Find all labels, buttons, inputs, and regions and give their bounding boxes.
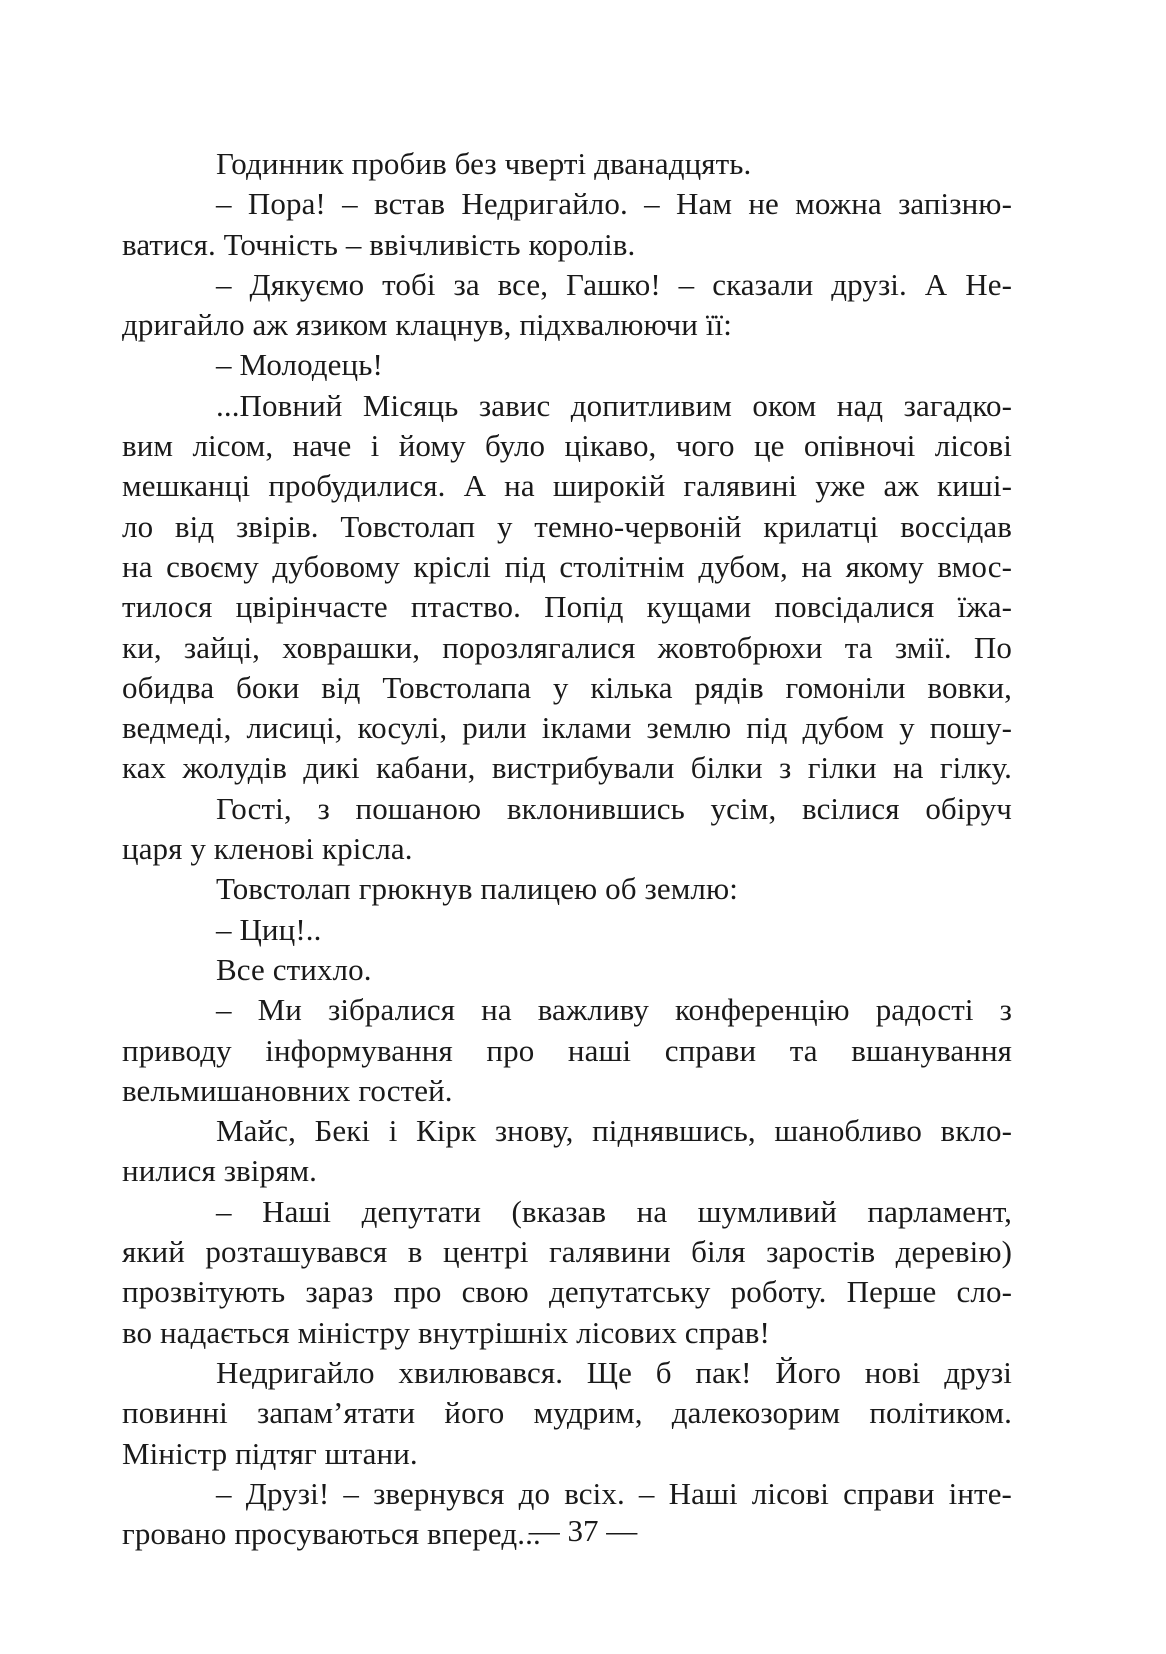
text-line: – Наші депутати (вказав на шумливий парламент, (216, 1193, 1012, 1229)
text-line: приводу інформування про наші справи та вшанування (122, 1032, 1012, 1068)
text-line: повинні запам’ятати його мудрим, далекозорим політиком. (122, 1395, 1012, 1431)
text-line: Гості, з пошаною вклонившись усім, всілися обіруч (216, 790, 1012, 826)
text-line: на своєму дубовому кріслі під столітнім дубом, на якому вмос- (122, 548, 1012, 584)
text-line: мешканці пробудилися. А на широкій галявині уже аж киші- (122, 468, 1012, 504)
text-line: тилося цвірінчасте птаство. Попід кущами повсідалися їжа- (122, 589, 1012, 625)
text-line: ках жолудів дикі кабани, вистрибували білки з гілки на гілку. (122, 750, 1012, 786)
text-line: – Циц!.. (216, 911, 322, 947)
text-line: Все стихло. (216, 951, 372, 987)
page-number: — 37 — (528, 1513, 638, 1548)
text-line: вим лісом, наче і йому було цікаво, чого це опівночі лісові (122, 428, 1012, 464)
text-line: – Друзі! – звернувся до всіх. – Наші лісові справи інте- (216, 1475, 1012, 1511)
text-line: во надається міністру внутрішніх лісових справ! (122, 1314, 770, 1350)
text-line: вельмишановних гостей. (122, 1072, 453, 1108)
text-line: ...Повний Місяць завис допитливим оком над загадко- (216, 387, 1012, 423)
text-line: який розташувався в центрі галявини біля заростів деревію) (122, 1234, 1012, 1270)
text-line: – Молодець! (216, 347, 383, 383)
text-line: дригайло аж язиком клацнув, підхвалюючи її: (122, 307, 732, 343)
text-line: – Пора! – встав Недригайло. – Нам не можна запізню- (216, 186, 1012, 222)
text-line: ведмеді, лисиці, косулі, рили іклами землю під дубом у пошу- (122, 710, 1012, 746)
body-text (122, 144, 1012, 1554)
text-line: Майс, Бекі і Кірк знову, піднявшись, шанобливо вкло- (216, 1113, 1012, 1149)
text-line: гровано просуваються вперед... (122, 1516, 541, 1552)
text-line: ло від звірів. Товстолап у темно-червоній крилатці воссідав (122, 508, 1012, 544)
text-line: Недригайло хвилювався. Ще б пак! Його нові друзі (216, 1354, 1012, 1390)
text-line: царя у кленові крісла. (122, 831, 413, 867)
text-line: Міністр підтяг штани. (122, 1435, 418, 1471)
text-line: ватися. Точність – ввічливість королів. (122, 226, 636, 262)
text-line: Товстолап грюкнув палицею об землю: (216, 871, 738, 907)
text-line: нилися звірям. (122, 1153, 318, 1189)
text-line: обидва боки від Товстолапа у кілька рядів гомоніли вовки, (122, 669, 1012, 705)
text-line: – Дякуємо тобі за все, Гашко! – сказали друзі. А Не- (216, 266, 1012, 302)
text-line: Годинник пробив без чверті дванадцять. (216, 146, 752, 181)
text-line: прозвітують зараз про свою депутатську роботу. Перше сло- (122, 1274, 1012, 1310)
text-line: – Ми зібралися на важливу конференцію радості з (216, 992, 1012, 1028)
text-line: ки, зайці, ховрашки, порозлягалися жовтобрюхи та змії. По (122, 629, 1012, 665)
